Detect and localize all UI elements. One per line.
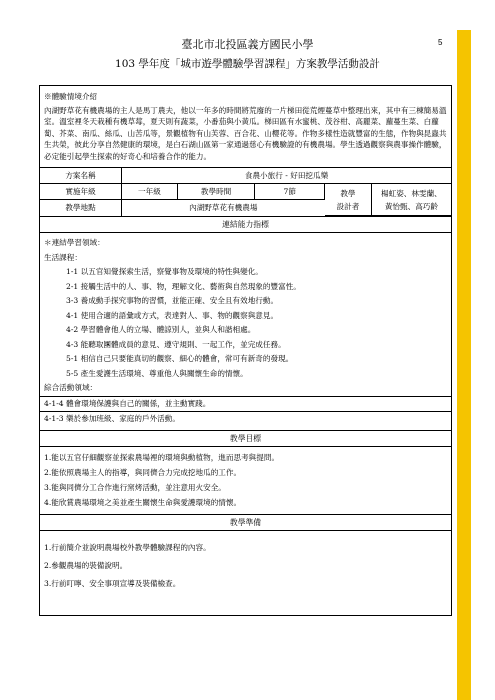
ability-line: 4-1-4 體會環境保護與自己的關係，並主動實踐。 [44, 398, 211, 408]
ability-line: ＊連結學習領域： [44, 238, 105, 248]
prep-section [40, 515, 451, 615]
goals-list [40, 447, 451, 514]
ability-line: 4-1 使用合適的語彙或方式，表達對人、事、物的觀察與意見。 [66, 310, 279, 320]
yellow-side-bar [457, 30, 471, 700]
prep-item: 2.參觀農場的裝備說明。 [44, 560, 128, 570]
info-section [40, 168, 451, 218]
hours-label: 教學時間 [177, 184, 255, 200]
ability-line: 4-3 能聽取團體成員的意見、遵守規則、一起工作，並完成任務。 [66, 339, 286, 349]
prep-blank-space [40, 597, 451, 615]
ability-line: 4-2 學習體會他人的立場、體諒別人，並與人和諧相處。 [66, 325, 256, 335]
prep-item: 1.行前簡介並說明農場校外教學體驗課程的內容。 [44, 542, 211, 552]
plan-title: 103 學年度「城市遊學體驗學習課程」方案教學活動設計 [115, 58, 380, 70]
ability-line: 3-3 養成動手探究事物的習慣，並能正確、安全且有效地行動。 [66, 296, 279, 306]
prep-item: 3.行前叮嚀、安全事項宣導及裝備檢查。 [44, 578, 181, 588]
designers-line-2: 黃怡甄、高巧齡 [384, 201, 438, 211]
ability-line: 1-1 以五官知覺探索生活，察覺事物及環境的特性與變化。 [66, 267, 263, 277]
ability-line: 2-1 接觸生活中的人、事、物，理解文化、藝術與自然現象的豐富性。 [66, 281, 301, 291]
prep-heading: 教學準備 [40, 515, 451, 531]
info-table [40, 168, 451, 217]
ability-section [40, 217, 451, 431]
plan-name-value: 食農小旅行 - 好田挖瓜樂 [122, 168, 451, 184]
hours-value: 7節 [255, 184, 325, 200]
ability-heading: 連結能力指標 [40, 217, 451, 233]
goal-item: 3.能與同儕分工合作進行窯烤活動，並注意用火安全。 [44, 482, 226, 492]
ability-list [40, 233, 451, 430]
ability-line: 5-1 相信自己只要能真切的觀察、細心的體會，常可有新奇的發現。 [66, 354, 294, 364]
location-label: 教學地點 [40, 200, 122, 216]
intro-heading: ※體驗情境介紹 [44, 92, 98, 101]
intro-section [40, 86, 451, 168]
school-title: 臺北市北投區義方國民小學 [181, 38, 314, 51]
designers-line-1: 楊虹姿、林雯蘭、 [381, 188, 442, 198]
designer-label [325, 184, 372, 216]
page-number: 5 [438, 38, 443, 47]
plan-name-label: 方案名稱 [40, 168, 122, 184]
ability-line: 生活課程： [44, 252, 82, 262]
location-value: 內湖野草花有機農場 [189, 203, 258, 213]
ability-line: 綜合活動領域： [44, 383, 98, 393]
ability-line: 5-5 產生愛護生活環境、尊重他人與關懷生命的情懷。 [66, 368, 248, 378]
designer-label-line-1: 教學 [340, 188, 356, 198]
designers-value [371, 184, 451, 216]
grade-label: 實施年級 [40, 184, 122, 200]
goal-item: 4.能欣賞農場環境之美並產生關懷生命與愛護環境的情懷。 [44, 497, 242, 507]
lesson-plan-table [39, 85, 452, 616]
goal-item: 2.能依照農場主人的指導，與同儕合力完成挖地瓜的工作。 [44, 467, 242, 477]
designer-label-line-2: 設計者 [336, 201, 360, 211]
goal-item: 1.能以五官仔細觀察並探索農場裡的環境與動植物，進而思考與提問。 [44, 452, 280, 462]
goals-section [40, 431, 451, 515]
ability-line: 4-1-3 樂於參加班級、家庭的戶外活動。 [44, 414, 180, 424]
goals-heading: 教學目標 [40, 431, 451, 447]
grade-value: 一年級 [122, 184, 178, 200]
prep-list [40, 531, 451, 597]
intro-body: 內湖野草花有機農場的主人是馬丁農夫，他以一年多的時間將荒廢的一片梯田從荒煙蔓草中整理出來，其中有三棟簡易溫室。溫室裡冬天栽種有機草莓，夏天則有蔬菜，小番茄與小黃瓜。梯田區有水蜜桃、茂谷柑、高麗菜、蘿蔓生菜、白蘿蔔、芥菜、南瓜、絲瓜、山苦瓜等，景觀植物有山芙蓉、百合花、山櫻花等。作物多樣性造就豐富的生態，作物與昆蟲共生共榮，彼此分享自然健康的環境，是白石湖山區第一家通過慈心有機驗證的有機農場。學生透過觀察與農事操作體驗，必定能引起學生探索的好奇心和培養合作的能力。 [44, 105, 447, 161]
